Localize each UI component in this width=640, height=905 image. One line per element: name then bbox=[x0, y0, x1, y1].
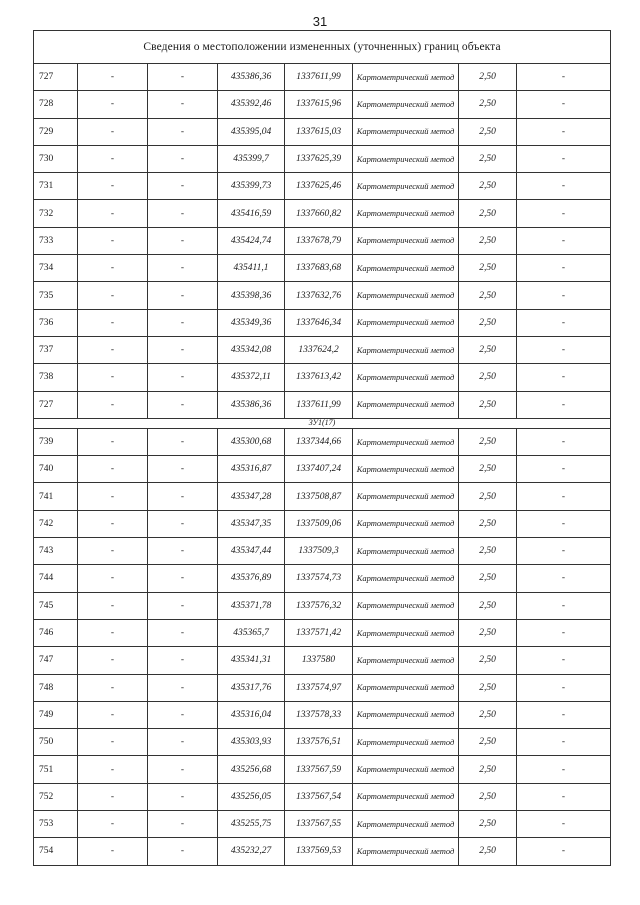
description-cell: - bbox=[517, 118, 611, 145]
old-y-cell: - bbox=[148, 364, 218, 391]
table-row bbox=[34, 783, 611, 810]
accuracy-cell: 2,50 bbox=[459, 145, 517, 172]
point-number-cell: 737 bbox=[34, 336, 78, 363]
accuracy-cell: 2,50 bbox=[459, 783, 517, 810]
description-cell: - bbox=[517, 510, 611, 537]
new-x-cell: 435341,31 bbox=[218, 647, 285, 674]
method-cell: Картометрический метод bbox=[353, 783, 459, 810]
boundary-coordinates-table bbox=[33, 30, 611, 866]
point-number-cell: 748 bbox=[34, 674, 78, 701]
old-y-cell: - bbox=[148, 255, 218, 282]
old-x-cell: - bbox=[78, 173, 148, 200]
old-y-cell: - bbox=[148, 456, 218, 483]
new-x-cell: 435256,68 bbox=[218, 756, 285, 783]
old-x-cell: - bbox=[78, 200, 148, 227]
table-row bbox=[34, 364, 611, 391]
new-y-cell: 1337574,97 bbox=[285, 674, 353, 701]
point-number-cell: 731 bbox=[34, 173, 78, 200]
point-number-cell: 727 bbox=[34, 391, 78, 418]
old-x-cell: - bbox=[78, 428, 148, 455]
point-number-cell: 734 bbox=[34, 255, 78, 282]
old-y-cell: - bbox=[148, 91, 218, 118]
old-x-cell: - bbox=[78, 811, 148, 838]
method-cell: Картометрический метод bbox=[353, 701, 459, 728]
old-x-cell: - bbox=[78, 64, 148, 91]
old-x-cell: - bbox=[78, 91, 148, 118]
point-number-cell: 746 bbox=[34, 619, 78, 646]
new-y-cell: 1337567,55 bbox=[285, 811, 353, 838]
accuracy-cell: 2,50 bbox=[459, 227, 517, 254]
accuracy-cell: 2,50 bbox=[459, 483, 517, 510]
new-y-cell: 1337574,73 bbox=[285, 565, 353, 592]
point-number-cell: 753 bbox=[34, 811, 78, 838]
old-x-cell: - bbox=[78, 783, 148, 810]
new-x-cell: 435316,87 bbox=[218, 456, 285, 483]
method-cell: Картометрический метод bbox=[353, 729, 459, 756]
new-y-cell: 1337571,42 bbox=[285, 619, 353, 646]
old-x-cell: - bbox=[78, 565, 148, 592]
new-x-cell: 435411,1 bbox=[218, 255, 285, 282]
method-cell: Картометрический метод bbox=[353, 838, 459, 865]
old-x-cell: - bbox=[78, 838, 148, 865]
new-y-cell: 1337625,39 bbox=[285, 145, 353, 172]
accuracy-cell: 2,50 bbox=[459, 391, 517, 418]
new-y-cell: 1337613,42 bbox=[285, 364, 353, 391]
method-cell: Картометрический метод bbox=[353, 64, 459, 91]
table-row bbox=[34, 811, 611, 838]
point-number-cell: 739 bbox=[34, 428, 78, 455]
table-row bbox=[34, 647, 611, 674]
old-x-cell: - bbox=[78, 483, 148, 510]
accuracy-cell: 2,50 bbox=[459, 619, 517, 646]
old-y-cell: - bbox=[148, 592, 218, 619]
old-y-cell: - bbox=[148, 200, 218, 227]
new-x-cell: 435300,68 bbox=[218, 428, 285, 455]
description-cell: - bbox=[517, 145, 611, 172]
accuracy-cell: 2,50 bbox=[459, 811, 517, 838]
new-x-cell: 435347,44 bbox=[218, 538, 285, 565]
new-y-cell: 1337624,2 bbox=[285, 336, 353, 363]
point-number-cell: 727 bbox=[34, 64, 78, 91]
accuracy-cell: 2,50 bbox=[459, 592, 517, 619]
accuracy-cell: 2,50 bbox=[459, 838, 517, 865]
description-cell: - bbox=[517, 391, 611, 418]
description-cell: - bbox=[517, 619, 611, 646]
old-y-cell: - bbox=[148, 619, 218, 646]
new-x-cell: 435376,89 bbox=[218, 565, 285, 592]
point-number-cell: 736 bbox=[34, 309, 78, 336]
description-cell: - bbox=[517, 364, 611, 391]
point-number-cell: 732 bbox=[34, 200, 78, 227]
new-y-cell: 1337569,53 bbox=[285, 838, 353, 865]
old-y-cell: - bbox=[148, 756, 218, 783]
table-row bbox=[34, 838, 611, 865]
old-y-cell: - bbox=[148, 838, 218, 865]
old-x-cell: - bbox=[78, 309, 148, 336]
new-x-cell: 435303,93 bbox=[218, 729, 285, 756]
new-x-cell: 435371,78 bbox=[218, 592, 285, 619]
table-row bbox=[34, 309, 611, 336]
method-cell: Картометрический метод bbox=[353, 456, 459, 483]
old-x-cell: - bbox=[78, 701, 148, 728]
new-x-cell: 435398,36 bbox=[218, 282, 285, 309]
point-number-cell: 750 bbox=[34, 729, 78, 756]
new-y-cell: 1337567,59 bbox=[285, 756, 353, 783]
accuracy-cell: 2,50 bbox=[459, 173, 517, 200]
table-row bbox=[34, 200, 611, 227]
old-y-cell: - bbox=[148, 674, 218, 701]
old-x-cell: - bbox=[78, 336, 148, 363]
old-y-cell: - bbox=[148, 145, 218, 172]
method-cell: Картометрический метод bbox=[353, 647, 459, 674]
old-x-cell: - bbox=[78, 674, 148, 701]
table-row bbox=[34, 538, 611, 565]
method-cell: Картометрический метод bbox=[353, 565, 459, 592]
old-x-cell: - bbox=[78, 364, 148, 391]
old-y-cell: - bbox=[148, 309, 218, 336]
old-x-cell: - bbox=[78, 538, 148, 565]
new-y-cell: 1337576,32 bbox=[285, 592, 353, 619]
new-x-cell: 435416,59 bbox=[218, 200, 285, 227]
section-label: ЗУ1(17) bbox=[34, 418, 611, 428]
table-row bbox=[34, 619, 611, 646]
accuracy-cell: 2,50 bbox=[459, 428, 517, 455]
table-title: Сведения о местоположении измененных (уточненных) границ объекта bbox=[34, 31, 611, 64]
point-number-cell: 754 bbox=[34, 838, 78, 865]
point-number-cell: 749 bbox=[34, 701, 78, 728]
accuracy-cell: 2,50 bbox=[459, 701, 517, 728]
old-x-cell: - bbox=[78, 510, 148, 537]
new-x-cell: 435386,36 bbox=[218, 391, 285, 418]
old-y-cell: - bbox=[148, 282, 218, 309]
point-number-cell: 747 bbox=[34, 647, 78, 674]
method-cell: Картометрический метод bbox=[353, 428, 459, 455]
method-cell: Картометрический метод bbox=[353, 255, 459, 282]
description-cell: - bbox=[517, 674, 611, 701]
new-x-cell: 435399,7 bbox=[218, 145, 285, 172]
method-cell: Картометрический метод bbox=[353, 811, 459, 838]
table-row bbox=[34, 64, 611, 91]
description-cell: - bbox=[517, 783, 611, 810]
table-row bbox=[34, 282, 611, 309]
new-x-cell: 435347,35 bbox=[218, 510, 285, 537]
description-cell: - bbox=[517, 729, 611, 756]
new-x-cell: 435342,08 bbox=[218, 336, 285, 363]
new-y-cell: 1337567,54 bbox=[285, 783, 353, 810]
point-number-cell: 735 bbox=[34, 282, 78, 309]
description-cell: - bbox=[517, 592, 611, 619]
description-cell: - bbox=[517, 91, 611, 118]
table-row bbox=[34, 701, 611, 728]
section-row bbox=[34, 418, 611, 428]
method-cell: Картометрический метод bbox=[353, 510, 459, 537]
old-x-cell: - bbox=[78, 227, 148, 254]
old-y-cell: - bbox=[148, 729, 218, 756]
new-x-cell: 435349,36 bbox=[218, 309, 285, 336]
new-x-cell: 435392,46 bbox=[218, 91, 285, 118]
accuracy-cell: 2,50 bbox=[459, 255, 517, 282]
description-cell: - bbox=[517, 255, 611, 282]
new-y-cell: 1337611,99 bbox=[285, 64, 353, 91]
description-cell: - bbox=[517, 565, 611, 592]
method-cell: Картометрический метод bbox=[353, 227, 459, 254]
accuracy-cell: 2,50 bbox=[459, 200, 517, 227]
old-x-cell: - bbox=[78, 145, 148, 172]
new-y-cell: 1337678,79 bbox=[285, 227, 353, 254]
accuracy-cell: 2,50 bbox=[459, 64, 517, 91]
page-number: 31 bbox=[312, 14, 328, 29]
point-number-cell: 738 bbox=[34, 364, 78, 391]
table-row bbox=[34, 729, 611, 756]
new-y-cell: 1337344,66 bbox=[285, 428, 353, 455]
old-y-cell: - bbox=[148, 118, 218, 145]
new-y-cell: 1337611,99 bbox=[285, 391, 353, 418]
new-y-cell: 1337578,33 bbox=[285, 701, 353, 728]
new-y-cell: 1337632,76 bbox=[285, 282, 353, 309]
point-number-cell: 744 bbox=[34, 565, 78, 592]
new-y-cell: 1337576,51 bbox=[285, 729, 353, 756]
table-row bbox=[34, 592, 611, 619]
method-cell: Картометрический метод bbox=[353, 91, 459, 118]
point-number-cell: 751 bbox=[34, 756, 78, 783]
table-row bbox=[34, 173, 611, 200]
accuracy-cell: 2,50 bbox=[459, 538, 517, 565]
old-x-cell: - bbox=[78, 647, 148, 674]
old-x-cell: - bbox=[78, 729, 148, 756]
old-y-cell: - bbox=[148, 428, 218, 455]
description-cell: - bbox=[517, 456, 611, 483]
table-row bbox=[34, 391, 611, 418]
table-row bbox=[34, 336, 611, 363]
table-row bbox=[34, 456, 611, 483]
new-x-cell: 435317,76 bbox=[218, 674, 285, 701]
description-cell: - bbox=[517, 838, 611, 865]
description-cell: - bbox=[517, 173, 611, 200]
point-number-cell: 741 bbox=[34, 483, 78, 510]
point-number-cell: 729 bbox=[34, 118, 78, 145]
old-y-cell: - bbox=[148, 647, 218, 674]
new-y-cell: 1337683,68 bbox=[285, 255, 353, 282]
point-number-cell: 752 bbox=[34, 783, 78, 810]
table-row bbox=[34, 255, 611, 282]
new-x-cell: 435256,05 bbox=[218, 783, 285, 810]
description-cell: - bbox=[517, 428, 611, 455]
method-cell: Картометрический метод bbox=[353, 336, 459, 363]
accuracy-cell: 2,50 bbox=[459, 456, 517, 483]
new-x-cell: 435347,28 bbox=[218, 483, 285, 510]
method-cell: Картометрический метод bbox=[353, 756, 459, 783]
method-cell: Картометрический метод bbox=[353, 309, 459, 336]
old-x-cell: - bbox=[78, 255, 148, 282]
accuracy-cell: 2,50 bbox=[459, 674, 517, 701]
method-cell: Картометрический метод bbox=[353, 391, 459, 418]
accuracy-cell: 2,50 bbox=[459, 756, 517, 783]
old-x-cell: - bbox=[78, 118, 148, 145]
description-cell: - bbox=[517, 227, 611, 254]
description-cell: - bbox=[517, 701, 611, 728]
old-y-cell: - bbox=[148, 783, 218, 810]
point-number-cell: 733 bbox=[34, 227, 78, 254]
description-cell: - bbox=[517, 200, 611, 227]
method-cell: Картометрический метод bbox=[353, 619, 459, 646]
table-row bbox=[34, 756, 611, 783]
method-cell: Картометрический метод bbox=[353, 145, 459, 172]
point-number-cell: 745 bbox=[34, 592, 78, 619]
old-y-cell: - bbox=[148, 701, 218, 728]
description-cell: - bbox=[517, 64, 611, 91]
accuracy-cell: 2,50 bbox=[459, 309, 517, 336]
old-y-cell: - bbox=[148, 336, 218, 363]
method-cell: Картометрический метод bbox=[353, 674, 459, 701]
table-row bbox=[34, 118, 611, 145]
new-x-cell: 435232,27 bbox=[218, 838, 285, 865]
old-y-cell: - bbox=[148, 227, 218, 254]
new-y-cell: 1337580 bbox=[285, 647, 353, 674]
new-y-cell: 1337615,96 bbox=[285, 91, 353, 118]
accuracy-cell: 2,50 bbox=[459, 565, 517, 592]
old-y-cell: - bbox=[148, 391, 218, 418]
old-x-cell: - bbox=[78, 619, 148, 646]
accuracy-cell: 2,50 bbox=[459, 282, 517, 309]
description-cell: - bbox=[517, 309, 611, 336]
method-cell: Картометрический метод bbox=[353, 538, 459, 565]
method-cell: Картометрический метод bbox=[353, 173, 459, 200]
new-x-cell: 435365,7 bbox=[218, 619, 285, 646]
accuracy-cell: 2,50 bbox=[459, 729, 517, 756]
old-y-cell: - bbox=[148, 483, 218, 510]
accuracy-cell: 2,50 bbox=[459, 336, 517, 363]
old-y-cell: - bbox=[148, 565, 218, 592]
new-y-cell: 1337509,06 bbox=[285, 510, 353, 537]
table-row bbox=[34, 510, 611, 537]
table-row bbox=[34, 483, 611, 510]
description-cell: - bbox=[517, 756, 611, 783]
point-number-cell: 740 bbox=[34, 456, 78, 483]
old-y-cell: - bbox=[148, 510, 218, 537]
new-y-cell: 1337625,46 bbox=[285, 173, 353, 200]
accuracy-cell: 2,50 bbox=[459, 647, 517, 674]
accuracy-cell: 2,50 bbox=[459, 510, 517, 537]
old-x-cell: - bbox=[78, 756, 148, 783]
new-x-cell: 435316,04 bbox=[218, 701, 285, 728]
description-cell: - bbox=[517, 336, 611, 363]
old-x-cell: - bbox=[78, 282, 148, 309]
description-cell: - bbox=[517, 282, 611, 309]
table-row bbox=[34, 145, 611, 172]
table-row bbox=[34, 428, 611, 455]
new-x-cell: 435386,36 bbox=[218, 64, 285, 91]
point-number-cell: 730 bbox=[34, 145, 78, 172]
description-cell: - bbox=[517, 647, 611, 674]
table-row bbox=[34, 565, 611, 592]
accuracy-cell: 2,50 bbox=[459, 118, 517, 145]
old-y-cell: - bbox=[148, 173, 218, 200]
accuracy-cell: 2,50 bbox=[459, 91, 517, 118]
new-x-cell: 435399,73 bbox=[218, 173, 285, 200]
table-row bbox=[34, 674, 611, 701]
table-row bbox=[34, 91, 611, 118]
old-x-cell: - bbox=[78, 391, 148, 418]
point-number-cell: 742 bbox=[34, 510, 78, 537]
method-cell: Картометрический метод bbox=[353, 118, 459, 145]
point-number-cell: 728 bbox=[34, 91, 78, 118]
method-cell: Картометрический метод bbox=[353, 483, 459, 510]
method-cell: Картометрический метод bbox=[353, 592, 459, 619]
new-x-cell: 435395,04 bbox=[218, 118, 285, 145]
new-y-cell: 1337660,82 bbox=[285, 200, 353, 227]
old-y-cell: - bbox=[148, 811, 218, 838]
new-y-cell: 1337508,87 bbox=[285, 483, 353, 510]
new-y-cell: 1337407,24 bbox=[285, 456, 353, 483]
description-cell: - bbox=[517, 538, 611, 565]
new-y-cell: 1337615,03 bbox=[285, 118, 353, 145]
new-x-cell: 435372,11 bbox=[218, 364, 285, 391]
description-cell: - bbox=[517, 483, 611, 510]
method-cell: Картометрический метод bbox=[353, 200, 459, 227]
old-y-cell: - bbox=[148, 538, 218, 565]
table-header-row bbox=[34, 31, 611, 64]
old-y-cell: - bbox=[148, 64, 218, 91]
point-number-cell: 743 bbox=[34, 538, 78, 565]
new-y-cell: 1337509,3 bbox=[285, 538, 353, 565]
old-x-cell: - bbox=[78, 592, 148, 619]
method-cell: Картометрический метод bbox=[353, 364, 459, 391]
new-x-cell: 435255,75 bbox=[218, 811, 285, 838]
description-cell: - bbox=[517, 811, 611, 838]
method-cell: Картометрический метод bbox=[353, 282, 459, 309]
new-x-cell: 435424,74 bbox=[218, 227, 285, 254]
old-x-cell: - bbox=[78, 456, 148, 483]
table-row bbox=[34, 227, 611, 254]
new-y-cell: 1337646,34 bbox=[285, 309, 353, 336]
accuracy-cell: 2,50 bbox=[459, 364, 517, 391]
